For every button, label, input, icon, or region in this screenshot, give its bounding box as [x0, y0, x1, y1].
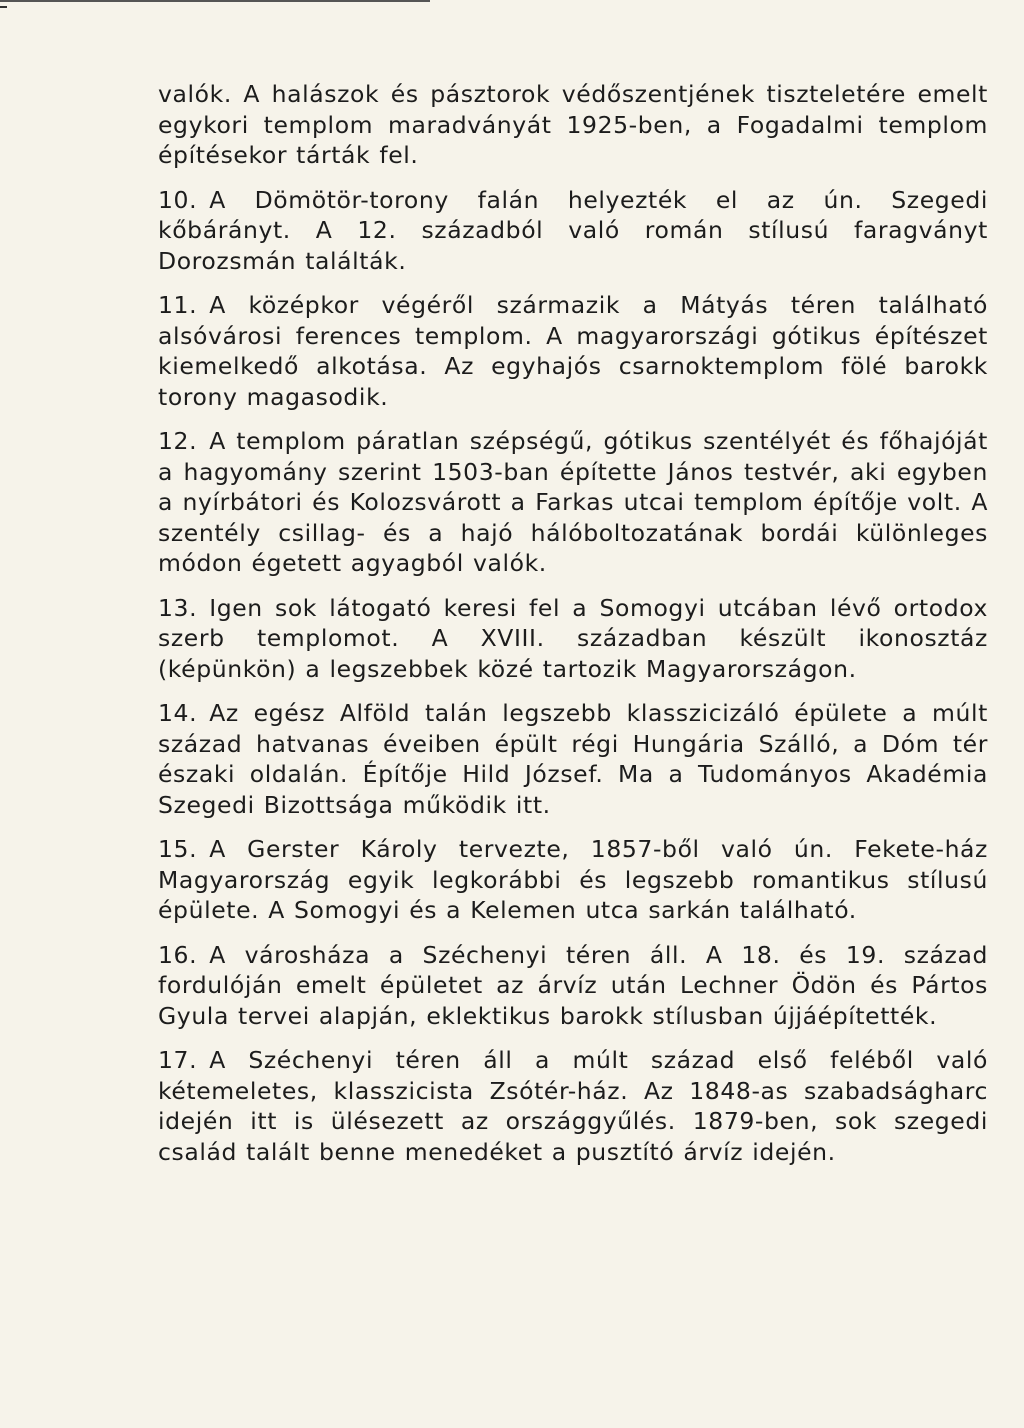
paragraph-number: 10.: [158, 185, 198, 214]
paragraph-number: 14.: [158, 699, 198, 727]
paragraph-continued: [158, 79, 988, 171]
text-column: [158, 79, 988, 1167]
paragraph-text: A középkor végéről származik a Mátyás téren található alsóvárosi ferences templom. A magyarországi gótikus építészet kiemelkedő alkotása. Az egyhajós csarnoktemplom fölé barokk torony magasodik.: [158, 291, 988, 411]
paragraph-16: [158, 940, 988, 1032]
paragraph-text: A Dömötör-torony falán helyezték el az ún. Szegedi kőbárányt. A 12. századból való román stílusú faragványt Dorozsmán találták.: [158, 185, 988, 275]
paragraph-17: [158, 1045, 988, 1167]
paragraph-15: [158, 834, 988, 926]
paragraph-number: 12.: [158, 427, 198, 455]
paragraph-text: A Gerster Károly tervezte, 1857-ből való ún. Fekete-ház Magyarország egyik legkorábbi és legszebb romantikus stílusú épülete. A Somogyi és a Kelemen utca sarkán található.: [158, 835, 988, 924]
paragraph-text: valók. A halászok és pásztorok védőszentjének tiszteletére emelt egykori templom maradványát 1925-ben, a Fogadalmi templom építésekor tárták fel.: [158, 80, 988, 169]
paragraph-text: A városháza a Széchenyi téren áll. A 18. és 19. század fordulóján emelt épületet az árvíz után Lechner Ödön és Pártos Gyula tervei alapján, eklektikus barokk stílusban újjáépítették.: [158, 940, 988, 1030]
paragraph-13: [158, 593, 988, 685]
paragraph-11: [158, 290, 988, 412]
paragraph-text: Az egész Alföld talán legszebb klasszicizáló épülete a múlt század hatvanas éveiben épült régi Hungária Szálló, a Dóm tér északi oldalán. Építője Hild József. Ma a Tudományos Akadémia Szegedi Bizottsága működik itt.: [158, 699, 988, 819]
paragraph-number: 13.: [158, 593, 198, 622]
paragraph-text: A templom páratlan szépségű, gótikus szentélyét és főhajóját a hagyomány szerint 1503-ban építette János testvér, aki egyben a nyírbátori és Kolozsvárott a Farkas utcai templom építője volt. A szentély csillag- és a hajó hálóboltozatának bordái különleges módon égetett agyagból valók.: [158, 427, 988, 577]
paragraph-number: 17.: [158, 1046, 198, 1074]
paragraph-number: 15.: [158, 835, 198, 863]
paragraph-text: A Széchenyi téren áll a múlt század első feléből való kétemeletes, klasszicista Zsótér-ház. Az 1848-as szabadságharc idején itt is ülésezett az országgyűlés. 1879-ben, sok szegedi család talált benne menedéket a pusztító árvíz idején.: [158, 1046, 988, 1166]
paragraph-10: [158, 185, 988, 277]
page-top-edge: [0, 0, 430, 2]
paragraph-text: Igen sok látogató keresi fel a Somogyi utcában lévő ortodox szerb templomot. A XVIII. században készült ikonosztáz (képünkön) a legszebbek közé tartozik Magyarországon.: [158, 593, 988, 683]
paragraph-number: 16.: [158, 940, 198, 969]
page-corner-mark: [0, 6, 7, 8]
paragraph-12: [158, 426, 988, 579]
paragraph-14: [158, 698, 988, 820]
paragraph-number: 11.: [158, 291, 198, 319]
